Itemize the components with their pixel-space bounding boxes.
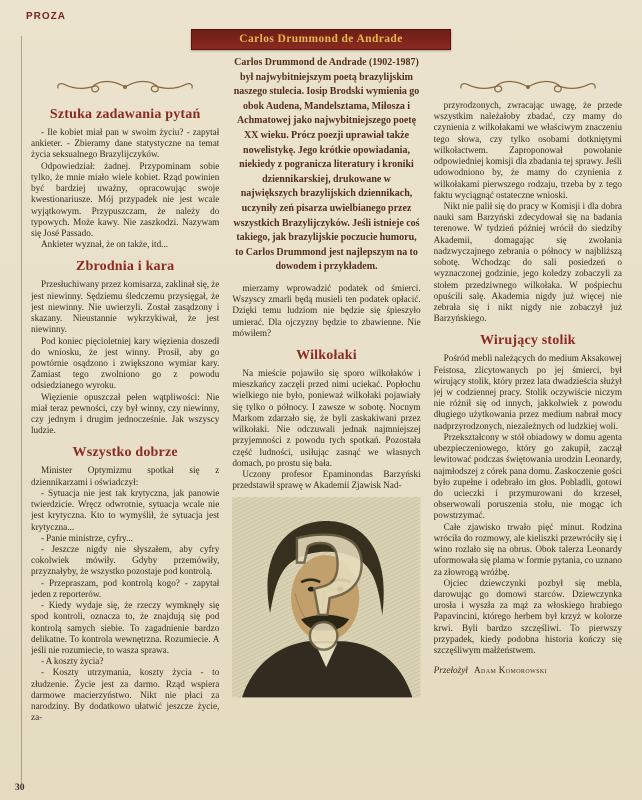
column-right: [434, 50, 622, 786]
question-mark-glyph: ?: [286, 497, 373, 685]
paragraph: - A koszty życia?: [41, 656, 104, 667]
paragraph: Uczony profesor Epaminondas Barzyński przedstawił sprawę w Akademii Zjawisk Nad-: [232, 468, 421, 491]
paragraph: Na mieście pojawiło się sporo wilkołaków i mieszkańcy zaczęli przed nimi uciekać. Popłochu wielkiego nie było, ponieważ wilkołaki pojawiały się tylko o północy. I zawsze w sobotę. Nocnym Markom zdarzało się, że byli zaskakiwani przez wilkołaki. Nie odczuwali jednak najmniejszej przyjemności z powodu tych spotkań. Pozostała część ludności, usiłując zasnąć we własnych domach, po prostu się bała.: [232, 368, 421, 468]
paragraph: - Kiedy wydaje się, że rzeczy wymknęły się spod kontroli, oznacza to, że znajdują się pod kontrolą samych siebie. To zagadnienie bardzo delikatne. To kontrola wewnętrzna. Rozumiecie. A jeśli nie rozumiecie, to wasza sprawa.: [31, 600, 220, 655]
credit-name: Adam Komorowski: [473, 665, 548, 676]
flourish-ornament: [453, 76, 603, 98]
flourish-ornament: [50, 76, 200, 98]
paragraph: - Jeszcze nigdy nie słyszałem, aby cyfry cokolwiek mówiły. Gdyby przemówiły, przyznałyby, że wszystko pozostaje pod kontrolą.: [31, 544, 220, 577]
paragraph: Pod koniec pięcioletniej kary więzienia doszedł do wniosku, że jest winny. Prosił, aby go powtórnie osądzono i zwiększono wymiar kary. Zamiast tego zwolniono go z powodu odsiedzianego wyroku.: [31, 335, 220, 391]
article-title-banner: Carlos Drummond de Andrade: [191, 29, 451, 50]
section-heading-wszystko: Wszystko dobrze: [72, 445, 178, 461]
section-kicker: PROZA: [26, 11, 66, 22]
article-columns: [31, 50, 622, 786]
credit-prefix: Przełożył: [433, 665, 468, 676]
paragraph: - Sytuacja nie jest tak krytyczna, jak panowie twierdzicie. Wręcz odwrotnie, sytuacja wcale nie jest krytyczna. Kto to wymyślił, że sytuacja jest krytyczna...: [31, 487, 220, 532]
paragraph: przyrodzonych, zwracając uwagę, że przede wszystkim należałoby zbadać, czy mamy do czynienia z wilkołakami we właściwym znaczeniu tego słowa, czy tylko osobami dotkniętymi wilkołactwem. Zaproponował powołanie odpowiedniej komisji dla zbadania tej sprawy. Jeśli udowodniono by, że mamy do czynienia z wilkołakami pierwszego rodzaju, trzeba by z tego faktu wyciągnąć ostateczne wnioski.: [433, 100, 622, 200]
paragraph: Całe zjawisko trwało pięć minut. Rodzina wróciła do rozmowy, ale kieliszki przewróciły się i wino rozlało się na obrus. Obok talerza Leonardy uformowała się plama w formie pytania, co uznano za złowrogą wróżbę.: [433, 521, 622, 577]
paragraph: Więzienie opuszczał pełen wątpliwości: Nie miał teraz pewności, czy był winny, czy niewinny, czy jednym i drugim jednocześnie. Jak wszyscy ludzie.: [31, 391, 220, 436]
paragraph: - Panie ministrze, cyfry...: [41, 532, 133, 543]
paragraph: Przekształcony w stół obiadowy w domu agenta ubezpieczeniowego, który go zakupił, zaczął lewitować podczas świętowania urodzin Leonardy, najmłodszej z córek pana domu. Zaskoczenie gości było zupełne i odebrało im głos. Pobladli, gotowi do ucieczki i przymurowani do krzeseł, obserwowali poruszenia stołu, nie mogąc ich powstrzymać.: [433, 431, 622, 521]
left-margin-rule: [21, 36, 22, 784]
paragraph: Pośród mebli należących do medium Aksakowej Feistosa, zlicytowanych po jej śmierci, był wirujący stolik, który przez lata dwadzieścia służył jej w codziennej pracy. Stolik oczywiście niczym nie różnił się od innych, jakkolwiek z powodu długiego użytkowania przez medium nabrał mocy nadprzyrodzonych, niezależnych od ludzkiej woli.: [433, 353, 622, 431]
paragraph: mierzamy wprowadzić podatek od śmierci. Wszyscy zmarli będą musieli ten podatek opłacić. Dzięki temu ludziom nie będzie się śpieszyło umierać. Dla ojczyzny będzie to zbawienne. Nie mówiłem?: [232, 282, 421, 338]
translator-credit: [434, 665, 622, 676]
section-heading-sztuka: Sztuka zadawania pytań: [49, 107, 201, 122]
paragraph: Nikt nie palił się do pracy w Komisji i dla dobra nauki sam Barzyński zdecydował się na badania terenowe. W tydzień później wrócił do siedziby Akademii, domagając się zwołania nadzwyczajnego zebrania o północy w najbliższą sobotę. Wchodząc do sali posiedzeń o wyznaczonej godzinie, jego koledzy zobaczyli za stołem przedziwnego wilkołaka. W pośpiechu opuścili salę. Akademia nigdy już więcej nie zebrała się i nikt nigdy nie zobaczył już Barzyńskiego.: [433, 200, 622, 324]
paragraph: Minister Optymizmu spotkał się z dziennikarzami i oświadczył:: [31, 465, 220, 487]
paragraph: - Przepraszam, pod kontrolą kogo? - zapytał jeden z reporterów.: [31, 577, 220, 599]
paragraph: Przesłuchiwany przez komisarza, zaklinał się, że jest niewinny. Sędziemu śledczemu przysięgał, że jest niewinny. Nie uwierzyli. Został zasądzony i skazany. Nieustannie wykrzykiwał, że jest niewinny.: [31, 279, 220, 335]
column-middle: [232, 50, 420, 786]
section-heading-wirujacy: Wirujący stolik: [479, 333, 576, 349]
section-heading-wilkolaki: Wilkołaki: [296, 348, 357, 363]
paragraph: Ankieter wyznał, że on także, itd...: [41, 239, 169, 250]
paragraph: Ojciec dziewczynki pozbył się mebla, darowując go domowi starców. Dziewczynka urosła i wyszła za mąż za włoskiego hrabiego Papavincini, którego herbem był krzyż w kolorze krwi. Byli bardzo szczęśliwi. To pierwszy przypadek, kiedy podobna historia kończy się szczęśliwym małżeństwem.: [433, 577, 622, 656]
column-left: [31, 50, 219, 786]
section-heading-zbrodnia: Zbrodnia i kara: [75, 259, 175, 275]
intro-blurb: Carlos Drummond de Andrade (1902-1987) był najwybitniejszym poetą brazylijskim naszego stulecia. Iosip Brodski wymienia go obok Audena, Mandelsztama, Miłosza i Achmatowej jako najwybitniejszego poetę XX wieku. Prócz poezji uprawiał także nowelistykę. Jego krótkie opowiadania, niekiedy z pogranicza literatury i kroniki dziennikarskiej, drukowane w największych brazylijskich dziennikach, uczyniły zeń pisarza uwielbianego przez wszystkich Brazylijczyków. Jeśli istnieje coś takiego, jak brazylijskie poczucie humoru, to Carlos Drummond jest najlepszym na to dowodem i przykładem.: [233, 57, 420, 273]
portrait-question-mark-illustration: [232, 497, 420, 697]
page-number: 30: [15, 783, 25, 793]
paragraph: Odpowiedział: żadnej. Przypominam sobie tylko, że mnie miało wiele kobiet. Rząd powinien być bardziej uważny, opracowując swoje kwestionariusze. Mój przypadek nie jest wcale wyjątkowym. Przypuszczam, że należy do typowych. Może kawy. Nie zaszkodzi. Nazywam się José Passado.: [31, 160, 220, 238]
paragraph: - Ile kobiet miał pan w swoim życiu? - zapytał ankieter. - Zbieramy dane statystyczne na temat życia seksualnego Brazylijczyków.: [31, 127, 220, 160]
paragraph: - Koszty utrzymania, koszty życia - to złudzenie. Życie jest za darmo. Rząd wspiera darmowe macierzyństwo. Nikt nie płaci za narodziny. By dodatkowo ułatwić jeszcze życie, za-: [31, 667, 220, 723]
